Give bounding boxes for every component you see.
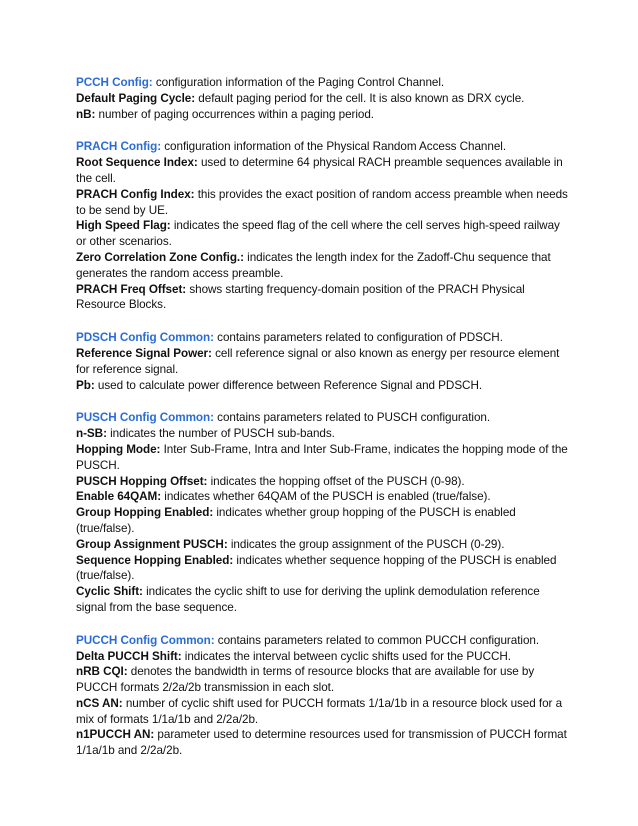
definition-text: indicates the interval between cyclic shifts used for the PUCCH. [181,649,511,663]
definition-item [76,553,568,585]
definition-term: n1PUCCH AN: [76,728,155,742]
definition-text: used to calculate power difference between Reference Signal and PDSCH. [94,378,483,392]
definition-term: PRACH Config Index: [76,187,195,201]
section-heading-text: contains parameters related to common PUCCH configuration. [214,633,540,647]
definition-text: this provides the exact position of random access preamble when needs to be send by UE. [76,187,568,217]
definition-text: indicates whether 64QAM of the PUSCH is enabled (true/false). [161,490,491,504]
section-heading-text: contains parameters related to configuration of PDSCH. [213,331,503,345]
definition-item [76,584,568,616]
section-heading-text: contains parameters related to PUSCH configuration. [213,411,491,425]
definition-text: indicates the number of PUSCH sub-bands. [106,427,335,441]
definition-term: Hopping Mode: [76,442,161,456]
definition-item [76,155,568,187]
definition-text: default paging period for the cell. It is also known as DRX cycle. [195,91,525,105]
section-heading-label: PCCH Config: [76,76,153,89]
definition-term: High Speed Flag: [76,219,171,233]
section-heading [76,75,568,91]
definition-term: Zero Correlation Zone Config.: [76,250,244,264]
section-heading [76,330,568,346]
definition-term: nB: [76,107,96,121]
definition-text: indicates the group assignment of the PUSCH (0-29). [227,537,505,551]
section-pdsch-config-common [76,330,568,393]
definition-text: indicates the hopping offset of the PUSCH (0-98). [207,474,465,488]
section-pcch-config [76,75,568,122]
definition-item [76,649,568,665]
definition-item [76,664,568,696]
definition-item [76,537,568,553]
definition-item [76,426,568,442]
definition-item [76,378,568,394]
definition-term: Delta PUCCH Shift: [76,649,182,663]
definition-item [76,107,568,123]
definition-item [76,91,568,107]
definition-item [76,696,568,728]
definition-term: n-SB: [76,427,107,441]
section-prach-config [76,139,568,313]
definition-text: indicates the cyclic shift to use for deriving the uplink demodulation reference signal from the base sequence. [76,585,540,614]
section-pucch-config-common [76,633,568,759]
definition-item [76,505,568,537]
definition-text: indicates whether group hopping of the PUSCH is enabled (true/false). [76,506,516,535]
definition-text: shows starting frequency-domain position of the PRACH Physical Resource Blocks. [76,282,525,312]
section-heading [76,410,568,426]
definition-text: Inter Sub-Frame, Intra and Inter Sub-Frame, indicates the hopping mode of the PUSCH. [76,442,568,472]
section-heading-label: PUSCH Config Common: [76,411,214,425]
definition-term: Default Paging Cycle: [76,91,196,105]
definition-text: indicates the speed flag of the cell where the cell serves high-speed railway or other scenarios. [76,219,560,249]
definition-item [76,474,568,490]
definition-term: Reference Signal Power: [76,346,212,360]
section-heading-label: PDSCH Config Common: [76,331,214,345]
definition-text: number of paging occurrences within a paging period. [95,107,375,121]
section-heading [76,633,568,649]
section-pusch-config-common [76,410,568,615]
definition-item [76,282,568,314]
definition-term: nCS AN: [76,696,123,710]
definition-text: number of cyclic shift used for PUCCH formats 1/1a/1b in a resource block used for a mix of formats 1/1a/1b and 2/2a/2b. [76,696,563,726]
definition-term: PRACH Freq Offset: [76,282,187,296]
definition-item [76,442,568,474]
definition-term: Group Hopping Enabled: [76,506,214,520]
section-heading-text: configuration information of the Physical Random Access Channel. [161,140,507,154]
definition-term: PUSCH Hopping Offset: [76,474,208,488]
definition-term: Root Sequence Index: [76,156,198,170]
definition-text: used to determine 64 physical RACH preamble sequences available in the cell. [76,156,563,185]
section-heading-label: PUCCH Config Common: [76,633,215,647]
definition-text: parameter used to determine resources used for transmission of PUCCH format 1/1a/1b and 2/2a/2b. [76,728,567,758]
definition-item [76,346,568,378]
definition-term: Pb: [76,378,95,392]
definition-term: Enable 64QAM: [76,490,162,504]
definition-text: cell reference signal or also known as energy per resource element for reference signal. [76,346,560,376]
definition-term: Cyclic Shift: [76,585,143,599]
definition-item [76,218,568,250]
definition-item [76,250,568,282]
definition-item [76,187,568,219]
definition-text: indicates whether sequence hopping of the PUSCH is enabled (true/false). [76,553,557,583]
definition-term: Group Assignment PUSCH: [76,537,228,551]
definition-item [76,727,568,759]
section-heading [76,139,568,155]
definition-text: denotes the bandwidth in terms of resource blocks that are available for use by PUCCH formats 2/2a/2b transmission in each slot. [76,665,535,695]
definition-item [76,489,568,505]
document-page [76,75,568,776]
definition-term: Sequence Hopping Enabled: [76,553,234,567]
definition-text: indicates the length index for the Zadoff-Chu sequence that generates the random access preamble. [76,250,551,280]
section-heading-text: configuration information of the Paging Control Channel. [152,76,445,89]
definition-term: nRB CQI: [76,665,128,679]
section-heading-label: PRACH Config: [76,140,162,154]
